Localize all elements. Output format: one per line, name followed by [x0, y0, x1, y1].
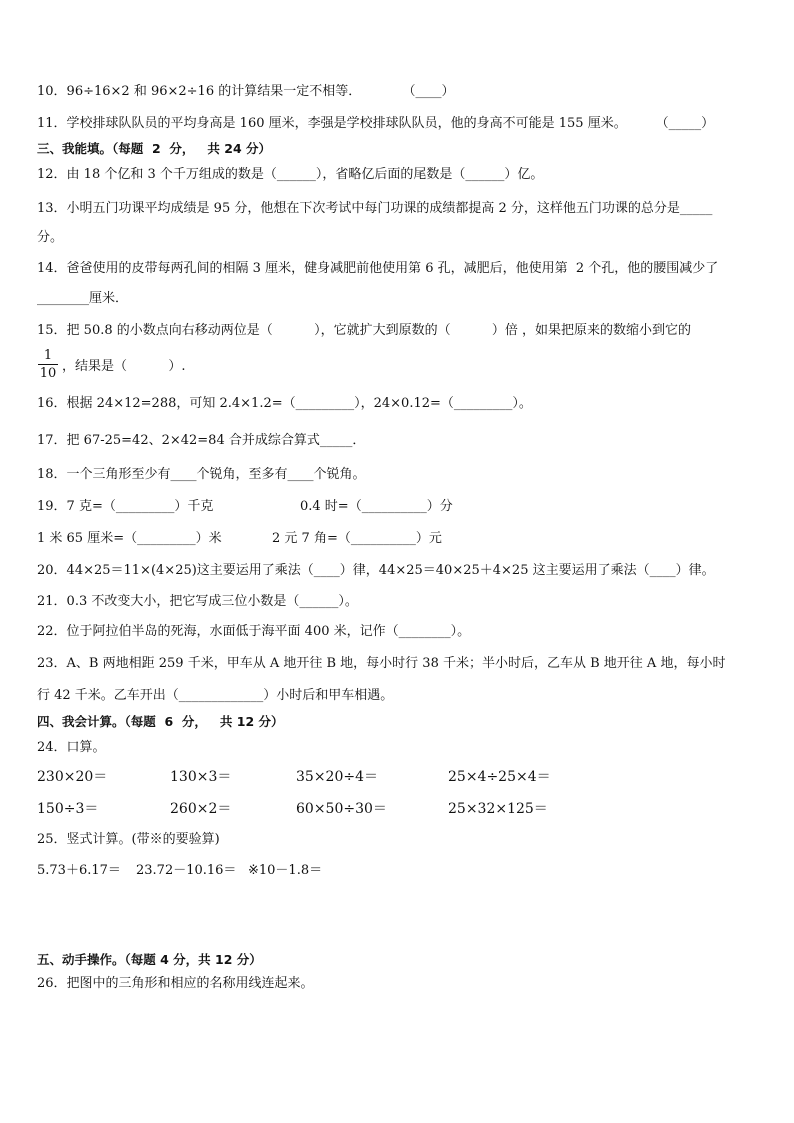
- mental-calc-4: 25×4÷25×4＝: [448, 769, 551, 785]
- vertical-calc-2: 23.72－10.16＝: [136, 863, 237, 878]
- fraction-bar: [38, 364, 58, 365]
- mental-calc-5: 150÷3＝: [37, 801, 99, 817]
- question-25: 25．竖式计算。(带※的要验算): [37, 832, 220, 847]
- question-23-line1: 23．A、B 两地相距 259 千米，甲车从 A 地开往 B 地，每小时行 38 千米；半小时后，乙车从 B 地开往 A 地，每小时: [37, 656, 726, 671]
- mental-calc-1: 230×20＝: [37, 769, 108, 785]
- question-19-part3: 1 米 65 厘米=（_________）米: [37, 531, 222, 546]
- mental-calc-7: 60×50÷30＝: [296, 801, 387, 817]
- question-20: 20．44×25＝11×(4×25)这主要运用了乘法（____）律，44×25＝40×25＋4×25 这主要运用了乘法（____）律。: [37, 563, 715, 578]
- mental-calc-6: 260×2＝: [170, 801, 232, 817]
- question-16: 16．根据 24×12=288，可知 2.4×1.2=（_________），24×0.12=（_________）。: [37, 396, 532, 411]
- section-3-heading: 三、我能填。（每题 2 分， 共 24 分）: [37, 141, 272, 156]
- mental-calc-8: 25×32×125＝: [448, 801, 548, 817]
- question-12: 12．由 18 个亿和 3 个千万组成的数是（______），省略亿后面的尾数是（______）亿。: [37, 167, 544, 182]
- vertical-calc-1: 5.73＋6.17＝: [37, 863, 121, 878]
- question-13-line2: 分。: [37, 230, 64, 245]
- question-19-part1: 19．7 克=（_________）千克: [37, 499, 214, 514]
- section-4-heading: 四、我会计算。（每题 6 分， 共 12 分）: [37, 714, 284, 729]
- question-14-line1: 14．爸爸使用的皮带每两孔间的相隔 3 厘米，健身减肥前他使用第 6 孔，减肥后，他使用第 2 个孔，他的腰围减少了: [37, 261, 719, 276]
- question-13-line1: 13．小明五门功课平均成绩是 95 分，他想在下次考试中每门功课的成绩都提高 2 分，这样他五门功课的总分是_____: [37, 201, 713, 216]
- question-19-part4: 2 元 7 角=（__________）元: [272, 531, 442, 546]
- fraction-numerator: 1: [43, 348, 53, 363]
- question-21: 21．0.3 不改变大小，把它写成三位小数是（______）。: [37, 594, 358, 609]
- question-15-line1: 15．把 50.8 的小数点向右移动两位是（ ），它就扩大到原数的（ ）倍 ，如果把原来的数缩小到它的: [37, 323, 692, 338]
- question-19-part2: 0.4 时=（__________）分: [300, 499, 453, 514]
- mental-calc-3: 35×20÷4＝: [296, 769, 378, 785]
- fraction-one-tenth: [37, 348, 59, 381]
- question-23-line2: 行 42 千米。乙车开出（_____________）小时后和甲车相遇。: [37, 688, 394, 703]
- question-18: 18．一个三角形至少有____个锐角，至多有____个锐角。: [37, 467, 366, 482]
- vertical-calc-3: ※10－1.8＝: [248, 863, 323, 878]
- question-17: 17．把 67-25=42、2×42=84 合并成综合算式_____．: [37, 433, 366, 448]
- fraction-denominator: 10: [39, 366, 57, 381]
- question-22: 22．位于阿拉伯半岛的死海，水面低于海平面 400 米，记作（________）。: [37, 624, 471, 639]
- question-14-line2: ________厘米．: [37, 291, 129, 306]
- question-11: 11．学校排球队队员的平均身高是 160 厘米，李强是学校排球队队员，他的身高不可能是 155 厘米。 （_____）: [37, 116, 715, 131]
- question-10: 10．96÷16×2 和 96×2÷16 的计算结果一定不相等． （____）: [37, 84, 455, 99]
- question-24: 24．口算。: [37, 740, 106, 755]
- question-26: 26．把图中的三角形和相应的名称用线连起来。: [37, 976, 314, 991]
- question-15-line2: ，结果是（ ）.: [62, 359, 186, 374]
- section-5-heading: 五、动手操作。（每题 4 分，共 12 分）: [37, 952, 262, 967]
- mental-calc-2: 130×3＝: [170, 769, 232, 785]
